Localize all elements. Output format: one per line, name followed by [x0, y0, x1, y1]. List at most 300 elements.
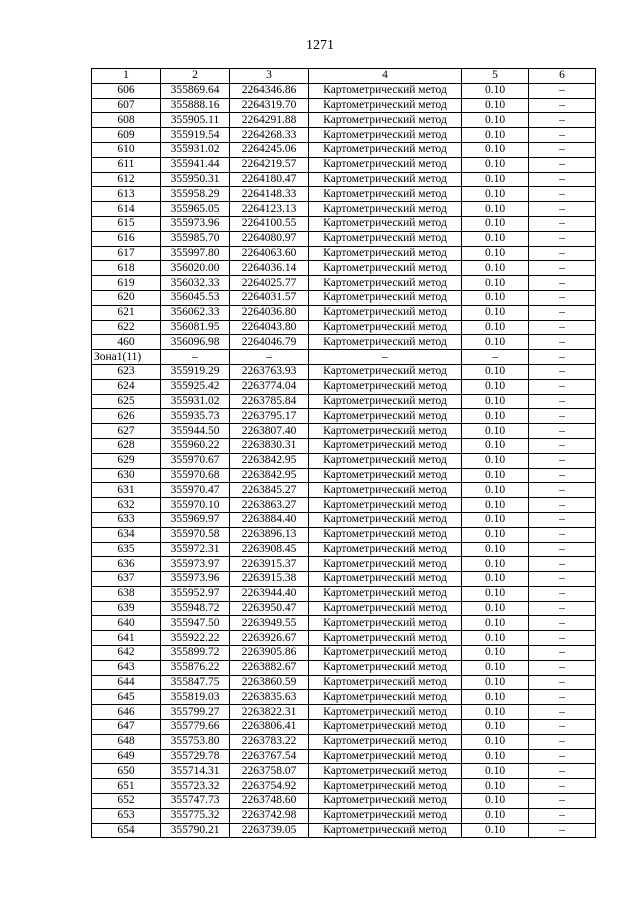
cell-note: –: [529, 335, 596, 350]
cell-point-number: 654: [92, 823, 161, 838]
cell-method: Картометрический метод: [309, 749, 462, 764]
cell-accuracy: 0.10: [462, 749, 529, 764]
column-header-4: 4: [309, 69, 462, 84]
cell-note: –: [529, 749, 596, 764]
table-row: [92, 98, 596, 113]
cell-note: –: [529, 364, 596, 379]
table-row: [92, 246, 596, 261]
cell-point-number: 619: [92, 276, 161, 291]
table-row: [92, 808, 596, 823]
table-row: [92, 572, 596, 587]
cell-note: –: [529, 276, 596, 291]
cell-coordinate-x: 355944.50: [161, 424, 230, 439]
cell-note: –: [529, 187, 596, 202]
cell-accuracy: 0.10: [462, 335, 529, 350]
cell-method: Картометрический метод: [309, 586, 462, 601]
cell-method: Картометрический метод: [309, 113, 462, 128]
cell-method: Картометрический метод: [309, 98, 462, 113]
table-row: [92, 320, 596, 335]
cell-point-number: 636: [92, 557, 161, 572]
cell-coordinate-y: 2263908.45: [230, 542, 309, 557]
cell-coordinate-y: 2263949.55: [230, 616, 309, 631]
cell-point-number: 646: [92, 705, 161, 720]
cell-method: Картометрический метод: [309, 631, 462, 646]
cell-method: Картометрический метод: [309, 187, 462, 202]
cell-method: –: [309, 350, 462, 365]
cell-point-number: 647: [92, 720, 161, 735]
cell-accuracy: 0.10: [462, 276, 529, 291]
cell-accuracy: 0.10: [462, 394, 529, 409]
cell-accuracy: 0.10: [462, 705, 529, 720]
cell-method: Картометрический метод: [309, 335, 462, 350]
cell-coordinate-y: 2263783.22: [230, 734, 309, 749]
page-number: 1271: [306, 38, 334, 53]
cell-accuracy: 0.10: [462, 157, 529, 172]
cell-coordinate-x: –: [161, 350, 230, 365]
cell-accuracy: 0.10: [462, 379, 529, 394]
column-header-5: 5: [462, 69, 529, 84]
column-header-6: 6: [529, 69, 596, 84]
cell-accuracy: 0.10: [462, 202, 529, 217]
cell-accuracy: 0.10: [462, 453, 529, 468]
table-row: [92, 660, 596, 675]
cell-method: Картометрический метод: [309, 690, 462, 705]
cell-method: Картометрический метод: [309, 483, 462, 498]
cell-coordinate-y: 2263748.60: [230, 794, 309, 809]
cell-note: –: [529, 290, 596, 305]
cell-accuracy: 0.10: [462, 98, 529, 113]
cell-point-number: 611: [92, 157, 161, 172]
cell-coordinate-y: 2263785.84: [230, 394, 309, 409]
cell-method: Картометрический метод: [309, 527, 462, 542]
column-header-1: 1: [92, 69, 161, 84]
cell-point-number: 632: [92, 498, 161, 513]
table-row: [92, 379, 596, 394]
cell-method: Картометрический метод: [309, 320, 462, 335]
cell-note: –: [529, 202, 596, 217]
cell-note: –: [529, 424, 596, 439]
coordinates-table: [91, 68, 596, 838]
cell-accuracy: 0.10: [462, 764, 529, 779]
cell-coordinate-x: 355905.11: [161, 113, 230, 128]
cell-note: –: [529, 675, 596, 690]
cell-accuracy: 0.10: [462, 660, 529, 675]
table-row: [92, 290, 596, 305]
cell-point-number: 642: [92, 646, 161, 661]
cell-coordinate-x: 355935.73: [161, 409, 230, 424]
cell-accuracy: 0.10: [462, 261, 529, 276]
cell-coordinate-x: 355847.75: [161, 675, 230, 690]
cell-method: Картометрический метод: [309, 468, 462, 483]
cell-method: Картометрический метод: [309, 557, 462, 572]
cell-point-number: 628: [92, 438, 161, 453]
cell-note: –: [529, 483, 596, 498]
cell-note: –: [529, 498, 596, 513]
cell-note: –: [529, 128, 596, 143]
cell-accuracy: 0.10: [462, 231, 529, 246]
cell-method: Картометрический метод: [309, 305, 462, 320]
table-row: [92, 498, 596, 513]
cell-method: Картометрический метод: [309, 616, 462, 631]
table-row: [92, 364, 596, 379]
table-row: [92, 646, 596, 661]
cell-accuracy: 0.10: [462, 468, 529, 483]
table-row: [92, 705, 596, 720]
cell-point-number: 637: [92, 572, 161, 587]
cell-method: Картометрический метод: [309, 157, 462, 172]
cell-note: –: [529, 83, 596, 98]
cell-point-number: 607: [92, 98, 161, 113]
cell-point-number: 616: [92, 231, 161, 246]
cell-method: Картометрический метод: [309, 572, 462, 587]
cell-coordinate-x: 355970.10: [161, 498, 230, 513]
cell-note: –: [529, 631, 596, 646]
cell-coordinate-x: 355775.32: [161, 808, 230, 823]
cell-point-number: 609: [92, 128, 161, 143]
cell-point-number: 653: [92, 808, 161, 823]
cell-coordinate-y: 2264319.70: [230, 98, 309, 113]
cell-coordinate-x: 355922.22: [161, 631, 230, 646]
cell-point-number: 606: [92, 83, 161, 98]
cell-note: –: [529, 468, 596, 483]
cell-note: –: [529, 646, 596, 661]
cell-coordinate-y: 2263830.31: [230, 438, 309, 453]
cell-method: Картометрический метод: [309, 424, 462, 439]
cell-method: Картометрический метод: [309, 601, 462, 616]
cell-method: Картометрический метод: [309, 453, 462, 468]
table-row: [92, 542, 596, 557]
cell-point-number: 613: [92, 187, 161, 202]
table-row: [92, 779, 596, 794]
cell-accuracy: –: [462, 350, 529, 365]
cell-coordinate-y: 2263905.86: [230, 646, 309, 661]
table-row: [92, 557, 596, 572]
cell-coordinate-x: 355973.96: [161, 572, 230, 587]
cell-coordinate-y: 2264180.47: [230, 172, 309, 187]
cell-coordinate-x: 355997.80: [161, 246, 230, 261]
cell-point-number: 623: [92, 364, 161, 379]
table-row: [92, 305, 596, 320]
cell-note: –: [529, 512, 596, 527]
cell-note: –: [529, 409, 596, 424]
table-row: [92, 157, 596, 172]
cell-method: Картометрический метод: [309, 779, 462, 794]
cell-point-number: 645: [92, 690, 161, 705]
cell-method: Картометрический метод: [309, 764, 462, 779]
cell-method: Картометрический метод: [309, 675, 462, 690]
table-row: [92, 394, 596, 409]
cell-point-number: 649: [92, 749, 161, 764]
cell-coordinate-x: 355919.54: [161, 128, 230, 143]
table-row: [92, 749, 596, 764]
cell-coordinate-x: 356032.33: [161, 276, 230, 291]
cell-coordinate-x: 355899.72: [161, 646, 230, 661]
cell-note: –: [529, 764, 596, 779]
cell-note: –: [529, 720, 596, 735]
cell-coordinate-x: 356081.95: [161, 320, 230, 335]
cell-method: Картометрический метод: [309, 379, 462, 394]
cell-coordinate-y: 2263763.93: [230, 364, 309, 379]
table-header-row: [92, 69, 596, 84]
cell-coordinate-y: 2263845.27: [230, 483, 309, 498]
cell-accuracy: 0.10: [462, 631, 529, 646]
cell-accuracy: 0.10: [462, 290, 529, 305]
cell-coordinate-y: 2263807.40: [230, 424, 309, 439]
cell-coordinate-x: 355819.03: [161, 690, 230, 705]
cell-accuracy: 0.10: [462, 616, 529, 631]
cell-coordinate-x: 355729.78: [161, 749, 230, 764]
cell-note: –: [529, 660, 596, 675]
cell-coordinate-y: 2264268.33: [230, 128, 309, 143]
cell-coordinate-y: 2263915.38: [230, 572, 309, 587]
cell-coordinate-x: 355869.64: [161, 83, 230, 98]
cell-coordinate-x: 355970.58: [161, 527, 230, 542]
cell-method: Картометрический метод: [309, 720, 462, 735]
table-row: [92, 335, 596, 350]
cell-coordinate-x: 355919.29: [161, 364, 230, 379]
cell-accuracy: 0.10: [462, 601, 529, 616]
cell-coordinate-x: 355790.21: [161, 823, 230, 838]
cell-coordinate-x: 355970.67: [161, 453, 230, 468]
cell-note: –: [529, 823, 596, 838]
cell-method: Картометрический метод: [309, 498, 462, 513]
table-row: [92, 409, 596, 424]
cell-accuracy: 0.10: [462, 675, 529, 690]
cell-accuracy: 0.10: [462, 438, 529, 453]
table-row: [92, 720, 596, 735]
cell-coordinate-y: 2264036.14: [230, 261, 309, 276]
cell-method: Картометрический метод: [309, 394, 462, 409]
cell-point-number: 625: [92, 394, 161, 409]
cell-coordinate-y: –: [230, 350, 309, 365]
cell-point-number: 612: [92, 172, 161, 187]
cell-coordinate-x: 355876.22: [161, 660, 230, 675]
cell-coordinate-x: 355970.47: [161, 483, 230, 498]
cell-coordinate-x: 355931.02: [161, 394, 230, 409]
cell-method: Картометрический метод: [309, 261, 462, 276]
cell-coordinate-y: 2264031.57: [230, 290, 309, 305]
cell-coordinate-x: 355985.70: [161, 231, 230, 246]
cell-note: –: [529, 438, 596, 453]
cell-coordinate-y: 2263739.05: [230, 823, 309, 838]
cell-accuracy: 0.10: [462, 527, 529, 542]
cell-point-number: 631: [92, 483, 161, 498]
cell-coordinate-y: 2263774.04: [230, 379, 309, 394]
cell-note: –: [529, 779, 596, 794]
cell-note: –: [529, 527, 596, 542]
cell-note: –: [529, 350, 596, 365]
cell-accuracy: 0.10: [462, 187, 529, 202]
cell-coordinate-x: 355952.97: [161, 586, 230, 601]
cell-accuracy: 0.10: [462, 557, 529, 572]
table-row: [92, 616, 596, 631]
cell-point-number: 644: [92, 675, 161, 690]
cell-point-number: 620: [92, 290, 161, 305]
cell-note: –: [529, 542, 596, 557]
cell-accuracy: 0.10: [462, 83, 529, 98]
cell-method: Картометрический метод: [309, 705, 462, 720]
cell-accuracy: 0.10: [462, 424, 529, 439]
cell-accuracy: 0.10: [462, 498, 529, 513]
cell-coordinate-x: 355925.42: [161, 379, 230, 394]
cell-method: Картометрический метод: [309, 231, 462, 246]
cell-coordinate-x: 355965.05: [161, 202, 230, 217]
cell-accuracy: 0.10: [462, 409, 529, 424]
table-row: [92, 794, 596, 809]
cell-note: –: [529, 453, 596, 468]
cell-accuracy: 0.10: [462, 586, 529, 601]
cell-coordinate-y: 2264291.88: [230, 113, 309, 128]
cell-coordinate-y: 2263758.07: [230, 764, 309, 779]
cell-point-number: 617: [92, 246, 161, 261]
cell-accuracy: 0.10: [462, 113, 529, 128]
cell-point-number: 638: [92, 586, 161, 601]
cell-coordinate-y: 2264063.60: [230, 246, 309, 261]
cell-coordinate-y: 2263842.95: [230, 453, 309, 468]
cell-accuracy: 0.10: [462, 172, 529, 187]
cell-coordinate-x: 355973.96: [161, 216, 230, 231]
table-row: [92, 438, 596, 453]
cell-accuracy: 0.10: [462, 142, 529, 157]
cell-coordinate-y: 2263742.98: [230, 808, 309, 823]
table-body: [92, 83, 596, 838]
cell-point-number: 630: [92, 468, 161, 483]
cell-coordinate-x: 355970.68: [161, 468, 230, 483]
cell-coordinate-y: 2263754.92: [230, 779, 309, 794]
cell-note: –: [529, 808, 596, 823]
cell-method: Картометрический метод: [309, 202, 462, 217]
cell-note: –: [529, 98, 596, 113]
cell-method: Картометрический метод: [309, 290, 462, 305]
table-row: [92, 350, 596, 365]
cell-coordinate-y: 2263884.40: [230, 512, 309, 527]
cell-point-number: 634: [92, 527, 161, 542]
cell-coordinate-y: 2263842.95: [230, 468, 309, 483]
cell-coordinate-y: 2263835.63: [230, 690, 309, 705]
cell-accuracy: 0.10: [462, 246, 529, 261]
cell-coordinate-y: 2263863.27: [230, 498, 309, 513]
cell-accuracy: 0.10: [462, 794, 529, 809]
cell-coordinate-x: 355972.31: [161, 542, 230, 557]
cell-note: –: [529, 157, 596, 172]
table-row: [92, 216, 596, 231]
cell-point-number: 651: [92, 779, 161, 794]
cell-coordinate-y: 2264148.33: [230, 187, 309, 202]
cell-coordinate-y: 2263944.40: [230, 586, 309, 601]
cell-note: –: [529, 794, 596, 809]
cell-note: –: [529, 379, 596, 394]
cell-accuracy: 0.10: [462, 779, 529, 794]
cell-note: –: [529, 261, 596, 276]
cell-point-number: 643: [92, 660, 161, 675]
cell-coordinate-x: 356062.33: [161, 305, 230, 320]
cell-method: Картометрический метод: [309, 83, 462, 98]
cell-note: –: [529, 216, 596, 231]
cell-coordinate-x: 356020.00: [161, 261, 230, 276]
cell-coordinate-x: 355960.22: [161, 438, 230, 453]
cell-coordinate-y: 2264043.80: [230, 320, 309, 335]
cell-note: –: [529, 172, 596, 187]
cell-point-number: 610: [92, 142, 161, 157]
table-row: [92, 675, 596, 690]
cell-note: –: [529, 690, 596, 705]
table-row: [92, 142, 596, 157]
table-row: [92, 202, 596, 217]
cell-coordinate-y: 2264080.97: [230, 231, 309, 246]
cell-coordinate-y: 2264046.79: [230, 335, 309, 350]
cell-method: Картометрический метод: [309, 512, 462, 527]
cell-note: –: [529, 231, 596, 246]
cell-accuracy: 0.10: [462, 364, 529, 379]
cell-coordinate-y: 2263822.31: [230, 705, 309, 720]
cell-method: Картометрический метод: [309, 128, 462, 143]
table-row: [92, 261, 596, 276]
table-row: [92, 734, 596, 749]
cell-point-number: 624: [92, 379, 161, 394]
cell-note: –: [529, 586, 596, 601]
cell-note: –: [529, 305, 596, 320]
cell-accuracy: 0.10: [462, 305, 529, 320]
table-row: [92, 128, 596, 143]
cell-coordinate-x: 355779.66: [161, 720, 230, 735]
table-row: [92, 601, 596, 616]
table-row: [92, 187, 596, 202]
cell-accuracy: 0.10: [462, 483, 529, 498]
cell-note: –: [529, 394, 596, 409]
cell-point-number: 614: [92, 202, 161, 217]
cell-coordinate-y: 2264123.13: [230, 202, 309, 217]
cell-point-number: Зона1(11): [92, 350, 161, 365]
cell-note: –: [529, 734, 596, 749]
cell-coordinate-x: 356096.98: [161, 335, 230, 350]
cell-point-number: 635: [92, 542, 161, 557]
cell-coordinate-x: 355969.97: [161, 512, 230, 527]
cell-point-number: 618: [92, 261, 161, 276]
table-row: [92, 764, 596, 779]
cell-coordinate-x: 355941.44: [161, 157, 230, 172]
cell-method: Картометрический метод: [309, 364, 462, 379]
table-row: [92, 823, 596, 838]
table-row: [92, 468, 596, 483]
cell-method: Картометрический метод: [309, 660, 462, 675]
cell-point-number: 648: [92, 734, 161, 749]
cell-point-number: 621: [92, 305, 161, 320]
cell-method: Картометрический метод: [309, 542, 462, 557]
cell-point-number: 460: [92, 335, 161, 350]
cell-coordinate-x: 355723.32: [161, 779, 230, 794]
cell-note: –: [529, 616, 596, 631]
cell-method: Картометрический метод: [309, 646, 462, 661]
cell-coordinate-x: 355948.72: [161, 601, 230, 616]
table-row: [92, 172, 596, 187]
cell-coordinate-x: 355950.31: [161, 172, 230, 187]
cell-accuracy: 0.10: [462, 646, 529, 661]
cell-method: Картометрический метод: [309, 808, 462, 823]
column-header-2: 2: [161, 69, 230, 84]
cell-note: –: [529, 113, 596, 128]
table-row: [92, 631, 596, 646]
cell-method: Картометрический метод: [309, 409, 462, 424]
cell-method: Картометрический метод: [309, 172, 462, 187]
cell-method: Картометрический метод: [309, 438, 462, 453]
cell-note: –: [529, 142, 596, 157]
cell-accuracy: 0.10: [462, 823, 529, 838]
cell-accuracy: 0.10: [462, 690, 529, 705]
cell-coordinate-x: 355714.31: [161, 764, 230, 779]
cell-accuracy: 0.10: [462, 720, 529, 735]
cell-coordinate-y: 2263926.67: [230, 631, 309, 646]
cell-coordinate-y: 2263882.67: [230, 660, 309, 675]
